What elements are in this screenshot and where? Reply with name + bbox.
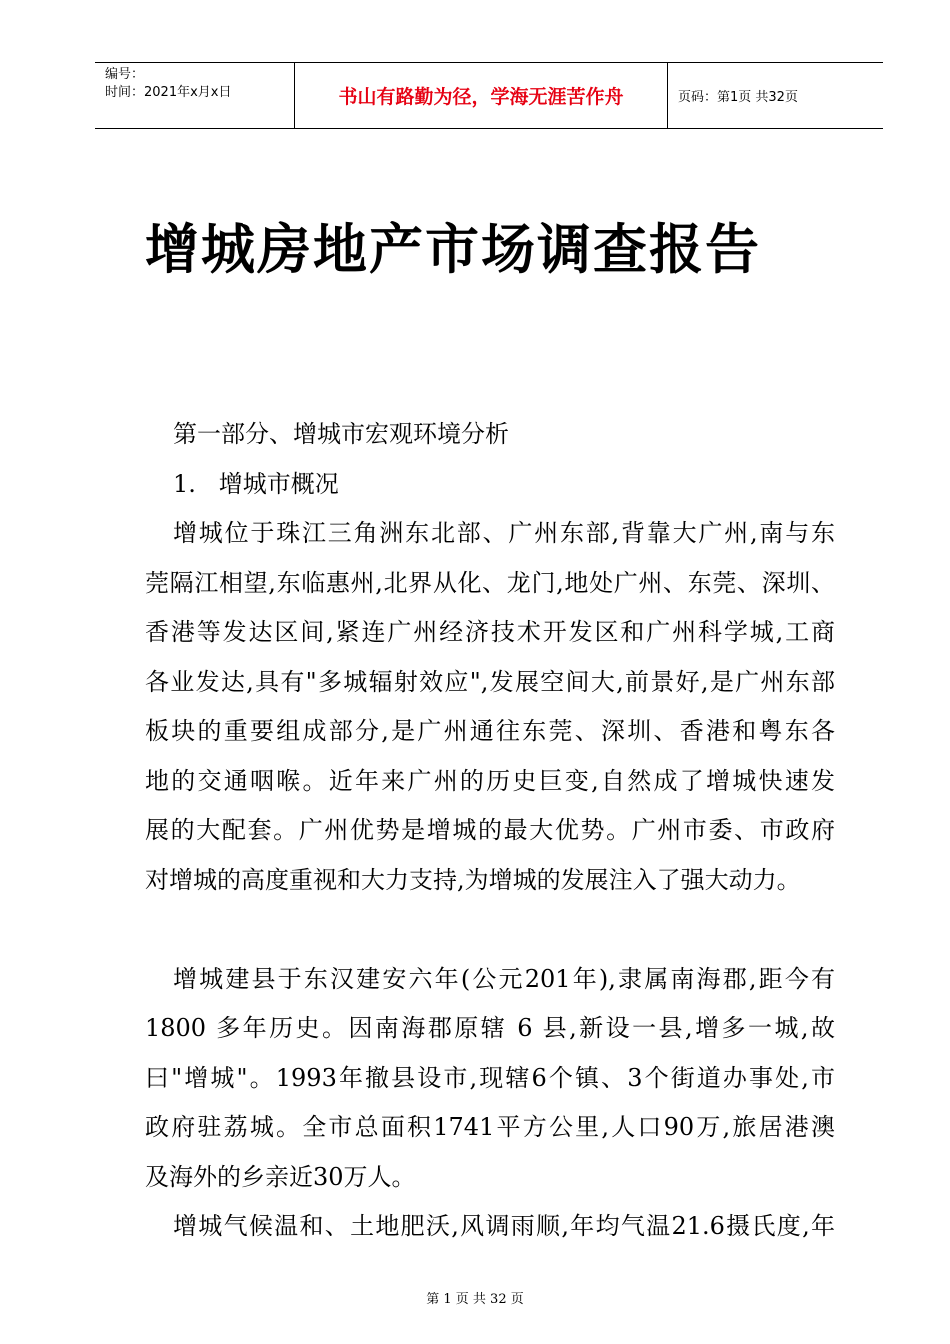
paragraph-line: 曰"增城"。1993年撤县设市,现辖6个镇、3个街道办事处,市: [145, 1063, 835, 1092]
paragraph-line: 香港等发达区间,紧连广州经济技术开发区和广州科学城,工商: [145, 618, 835, 646]
paragraph-line: 增城建县于东汉建安六年(公元201年),隶属南海郡,距今有: [173, 964, 835, 993]
paragraph-line: 地的交通咽喉。近年来广州的历史巨变,自然成了增城快速发: [145, 766, 835, 795]
header-meta-cell: [95, 63, 295, 128]
paragraph-line: 各业发达,具有"多城辐射效应",发展空间大,前景好,是广州东部: [145, 667, 835, 696]
document-time-label: 时间：2021年x月x日: [105, 85, 232, 100]
paragraph-line: 板块的重要组成部分,是广州通往东莞、深圳、香港和粤东各: [145, 717, 835, 745]
paragraph-line: 增城位于珠江三角洲东北部、广州东部,背靠大广州,南与东: [173, 519, 835, 547]
paragraph-spacer: [145, 905, 835, 955]
document-number-label: 编号：: [105, 67, 145, 82]
paragraph-line: 1800 多年历史。因南海郡原辖 6 县,新设一县,增多一城,故: [145, 1014, 835, 1042]
subsection-heading: 1. 增城市概况: [173, 469, 339, 498]
paragraph-line: 政府驻荔城。全市总面积1741平方公里,人口90万,旅居港澳: [145, 1113, 835, 1141]
header-motto: 书山有路勤为径，学海无涯苦作舟: [295, 63, 668, 128]
paragraph-climate: [145, 1202, 835, 1252]
section-heading: 第一部分、增城市宏观环境分析: [173, 420, 509, 448]
document-title: 增城房地产市场调查报告: [145, 218, 761, 281]
paragraph-overview: [145, 509, 835, 905]
paragraph-line: 对增城的高度重视和大力支持,为增城的发展注入了强大动力。: [145, 865, 801, 894]
header-page-info: 页码：第1页 共32页: [678, 90, 798, 105]
page-footer: 第 1 页 共 32 页: [426, 1292, 524, 1307]
paragraph-line: 展的大配套。广州优势是增城的最大优势。广州市委、市政府: [145, 816, 835, 844]
paragraph-line: 增城气候温和、土地肥沃,风调雨顺,年均气温21.6摄氏度,年: [173, 1212, 835, 1240]
paragraph-line: 莞隔江相望,东临惠州,北界从化、龙门,地处广州、东莞、深圳、: [145, 568, 835, 597]
paragraph-history: [145, 955, 835, 1203]
document-header-table: [95, 62, 883, 129]
paragraph-line: 及海外的乡亲近30万人。: [145, 1162, 416, 1191]
document-body: [145, 410, 835, 1252]
